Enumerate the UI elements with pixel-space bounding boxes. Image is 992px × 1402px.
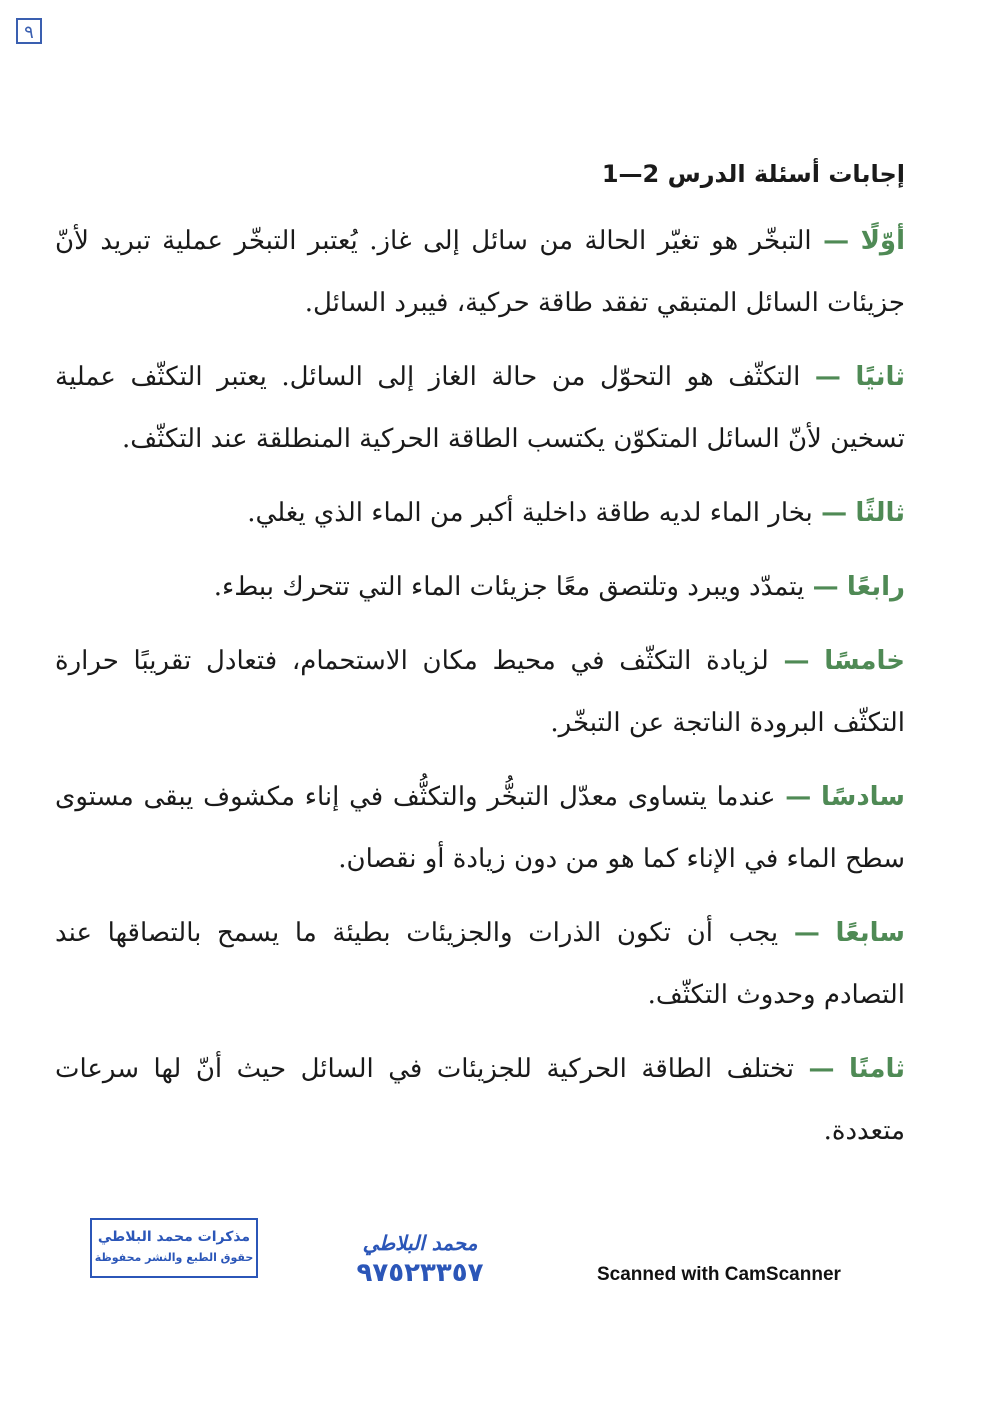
page-title: إجابات أسئلة الدرس 2—1 xyxy=(601,160,905,188)
answer-1 xyxy=(55,210,905,334)
signature-name: محمد البلاطي xyxy=(362,1231,478,1255)
answer-3-text: بخار الماء لديه طاقة داخلية أكبر من الماء الذي يغلي. xyxy=(247,498,813,528)
answer-5-ordinal: خامسًا xyxy=(824,646,906,676)
answer-8-ordinal: ثامنًا xyxy=(849,1054,906,1084)
page-number: ٩ xyxy=(16,18,42,44)
answer-4-text: يتمدّد ويبرد وتلتصق معًا جزيئات الماء التي تتحرك ببطء. xyxy=(213,572,805,602)
answer-8-text: تختلف الطاقة الحركية للجزيئات في السائل حيث أنّ لها سرعات متعددة. xyxy=(55,1054,905,1146)
stamp-title: مذكرات محمد البلاطي xyxy=(97,1229,251,1245)
answer-7-text: يجب أن تكون الذرات والجزيئات بطيئة ما يسمح بالتصاقها عند التصادم وحدوث التكثّف. xyxy=(55,918,905,1010)
answer-5-text: لزيادة التكثّف في محيط مكان الاستحمام، فتعادل تقريبًا حرارة التكثّف البرودة الناتجة عن التبخّر. xyxy=(55,646,905,738)
scanner-watermark: Scanned with CamScanner xyxy=(597,1264,841,1285)
answer-7 xyxy=(55,902,905,1026)
answer-3 xyxy=(55,482,905,544)
answer-2-ordinal: ثانيًا xyxy=(855,362,906,392)
answer-2-text: التكثّف هو التحوّل من حالة الغاز إلى السائل. يعتبر التكثّف عملية تسخين لأنّ السائل المتكوّن يكتسب الطاقة الحركية المنطلقة عند التكثّف. xyxy=(55,362,905,454)
answer-5-dash: — xyxy=(783,646,810,676)
answer-7-ordinal: سابعًا xyxy=(835,918,906,948)
answer-6-dash: — xyxy=(785,782,812,812)
answer-4 xyxy=(55,556,905,618)
answer-1-dash: — xyxy=(823,226,850,256)
copyright-stamp xyxy=(90,1218,258,1278)
answer-5 xyxy=(55,630,905,754)
answer-3-ordinal: ثالثًا xyxy=(855,498,905,528)
answer-1-text: التبخّر هو تغيّر الحالة من سائل إلى غاز. يُعتبر التبخّر عملية تبريد لأنّ جزيئات السائل المتبقي تفقد طاقة حركية، فيبرد السائل. xyxy=(55,226,905,318)
document-body xyxy=(55,160,905,1174)
answer-6-ordinal: سادسًا xyxy=(821,782,906,812)
signature-phone: ٩٧٥٢٣٣٥٧ xyxy=(356,1258,484,1288)
answer-6 xyxy=(55,766,905,890)
stamp-subtitle: حقوق الطبع والنشر محفوظة xyxy=(94,1251,254,1264)
answer-2 xyxy=(55,346,905,470)
answer-4-ordinal: رابعًا xyxy=(846,572,905,602)
answer-7-dash: — xyxy=(793,918,820,948)
answer-8 xyxy=(55,1038,905,1162)
author-signature xyxy=(330,1230,510,1290)
answer-8-dash: — xyxy=(808,1054,835,1084)
answer-2-dash: — xyxy=(814,362,841,392)
answer-1-ordinal: أوّلًا xyxy=(860,226,905,256)
answer-4-dash: — xyxy=(812,572,839,602)
answer-6-text: عندما يتساوى معدّل التبخُّر والتكثُّف في إناء مكشوف يبقى مستوى سطح الماء في الإناء كما هو من دون زيادة أو نقصان. xyxy=(55,782,905,874)
answer-3-dash: — xyxy=(821,498,848,528)
